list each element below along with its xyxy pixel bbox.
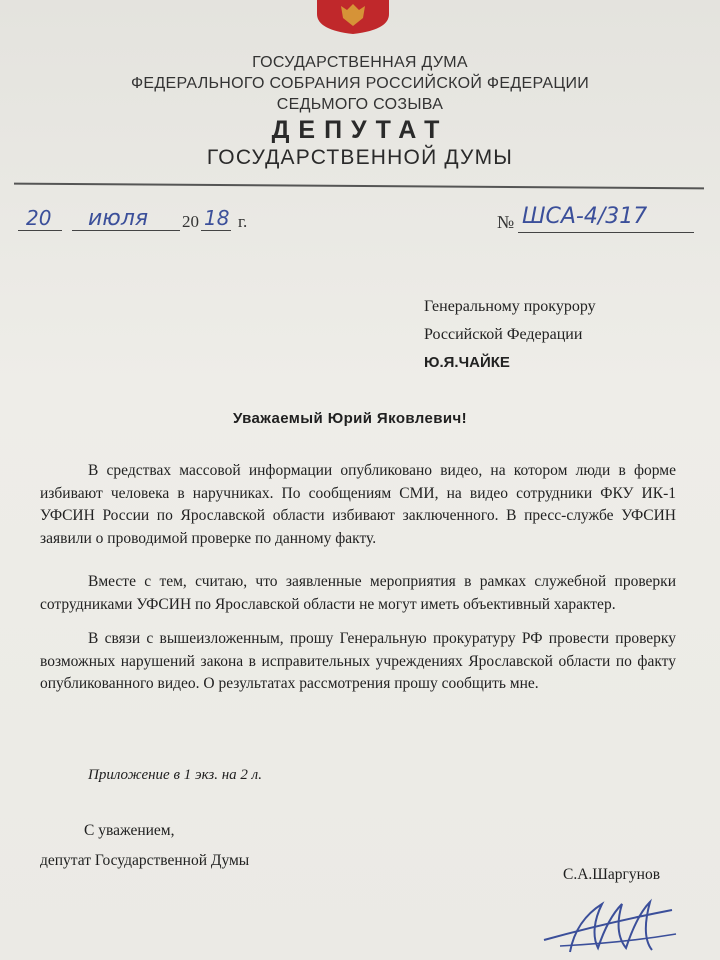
- letterhead-line-3: СЕДЬМОГО СОЗЫВА: [276, 96, 444, 113]
- handwritten-signature: [540, 890, 680, 956]
- body-paragraph-1: [40, 460, 676, 550]
- date-year-underline: [201, 230, 231, 231]
- body-paragraph-3: [40, 628, 676, 696]
- coat-of-arms-emblem: [311, 0, 395, 34]
- date-day-underline: [18, 230, 62, 231]
- outgoing-number: ШСА-4/317: [522, 204, 648, 229]
- date-year-prefix: 20: [182, 212, 199, 231]
- date-year-suffix: 18: [204, 206, 230, 230]
- date-year-abbrev: г.: [238, 212, 248, 231]
- closing-position: депутат Государственной Думы: [40, 852, 250, 869]
- letterhead-line-2: ФЕДЕРАЛЬНОГО СОБРАНИЯ РОССИЙСКОЙ ФЕДЕРАЦИИ: [130, 75, 590, 92]
- enclosure-note: Приложение в 1 экз. на 2 л.: [88, 767, 262, 783]
- paragraph-text: В связи с вышеизложенным, прошу Генеральную прокуратуру РФ провести проверку возможных нарушений закона в исправительных учреждениях Ярославской области по факту опубликованного видео. О результатах рассмотрения прошу сообщить мне.: [40, 630, 676, 692]
- letterhead-title: ДЕПУТАТ: [271, 116, 449, 144]
- recipient-country: Российской Федерации: [424, 326, 583, 343]
- letterhead-organization: [0, 52, 720, 115]
- body-paragraph-2: [40, 571, 676, 616]
- letterhead-subtitle: ГОСУДАРСТВЕННОЙ ДУМЫ: [206, 146, 514, 169]
- outgoing-number-label: №: [497, 212, 515, 232]
- salutation: Уважаемый Юрий Яковлевич!: [232, 410, 468, 427]
- header-divider: [14, 183, 704, 190]
- recipient-position: Генеральному прокурору: [424, 298, 596, 315]
- signer-name: С.А.Шаргунов: [563, 866, 661, 883]
- letterhead-line-1: ГОСУДАРСТВЕННАЯ ДУМА: [252, 54, 468, 71]
- date-month: июля: [88, 206, 149, 231]
- paragraph-text: В средствах массовой информации опубликовано видео, на котором люди в форме избивают человека в наручниках. По сообщениям СМИ, на видео сотрудники ФКУ ИК-1 УФСИН России по Ярославской области избивают заключенного. В пресс-службе УФСИН заявили о проводимой проверке по данному факту.: [40, 462, 676, 547]
- recipient-name: Ю.Я.ЧАЙКЕ: [424, 354, 510, 371]
- paragraph-text: Вместе с тем, считаю, что заявленные мероприятия в рамках служебной проверки сотрудниками УФСИН по Ярославской области не могут иметь объективный характер.: [40, 573, 676, 613]
- outgoing-number-underline: [518, 232, 694, 233]
- closing-regards: С уважением,: [84, 822, 175, 839]
- date-day: 20: [26, 206, 52, 230]
